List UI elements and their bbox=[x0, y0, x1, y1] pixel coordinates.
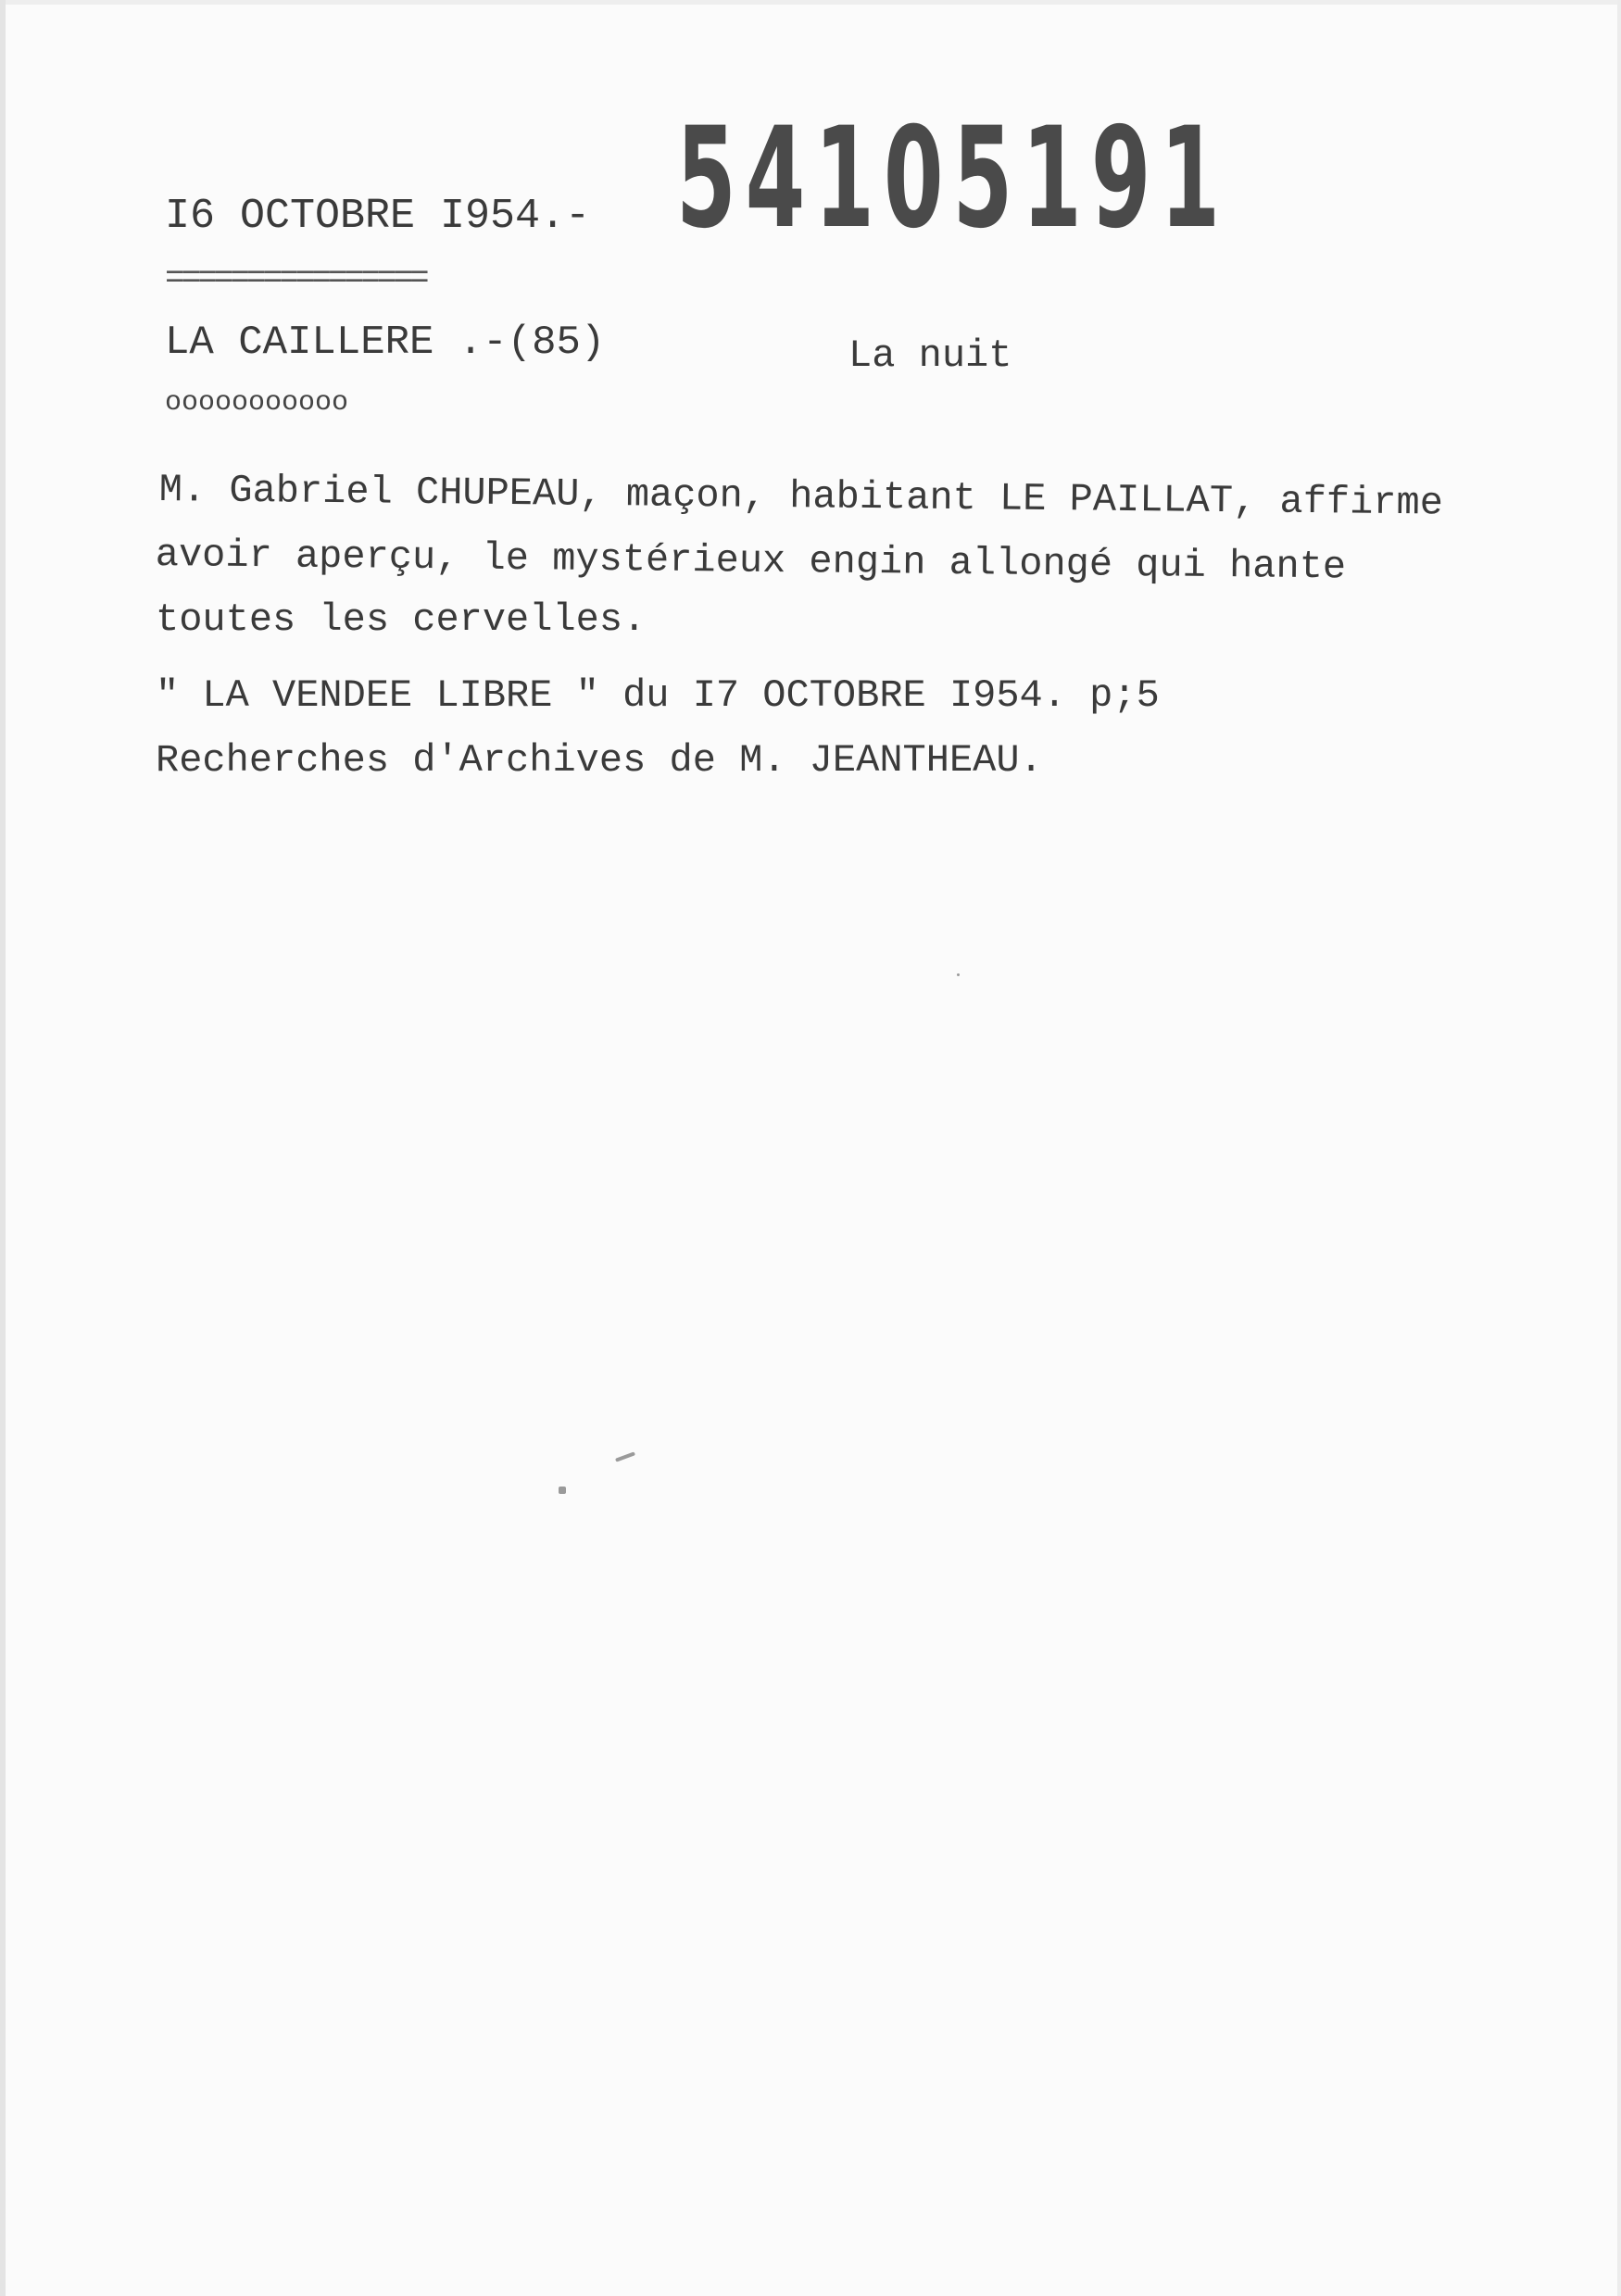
paper-speck bbox=[615, 1451, 635, 1462]
body-line: avoir aperçu, le mystérieux engin allongé qui hante bbox=[155, 533, 1347, 590]
report-date: I6 OCTOBRE I954.- bbox=[165, 193, 591, 240]
page-edge-top bbox=[0, 0, 1621, 5]
body-line: M. Gabriel CHUPEAU, maçon, habitant LE PAILLAT, affirme bbox=[158, 468, 1444, 526]
report-location: LA CAILLERE .-(85) bbox=[165, 320, 606, 366]
body-line: toutes les cervelles. bbox=[156, 597, 647, 642]
newspaper-source: " LA VENDEE LIBRE " du I7 OCTOBRE I954. p;5 bbox=[156, 673, 1160, 718]
record-number-stamp: 54105191 bbox=[676, 98, 1230, 259]
page-edge-right bbox=[1617, 0, 1621, 2296]
page-edge-left bbox=[0, 0, 6, 2296]
paper-speck bbox=[559, 1487, 566, 1494]
date-underline: ================ bbox=[165, 259, 426, 297]
archive-note: Recherches d'Archives de M. JEANTHEAU. bbox=[156, 738, 1043, 783]
paper-speck bbox=[957, 973, 960, 976]
location-underline: ooooooooooo bbox=[165, 387, 349, 419]
time-of-day: La nuit bbox=[848, 333, 1012, 378]
